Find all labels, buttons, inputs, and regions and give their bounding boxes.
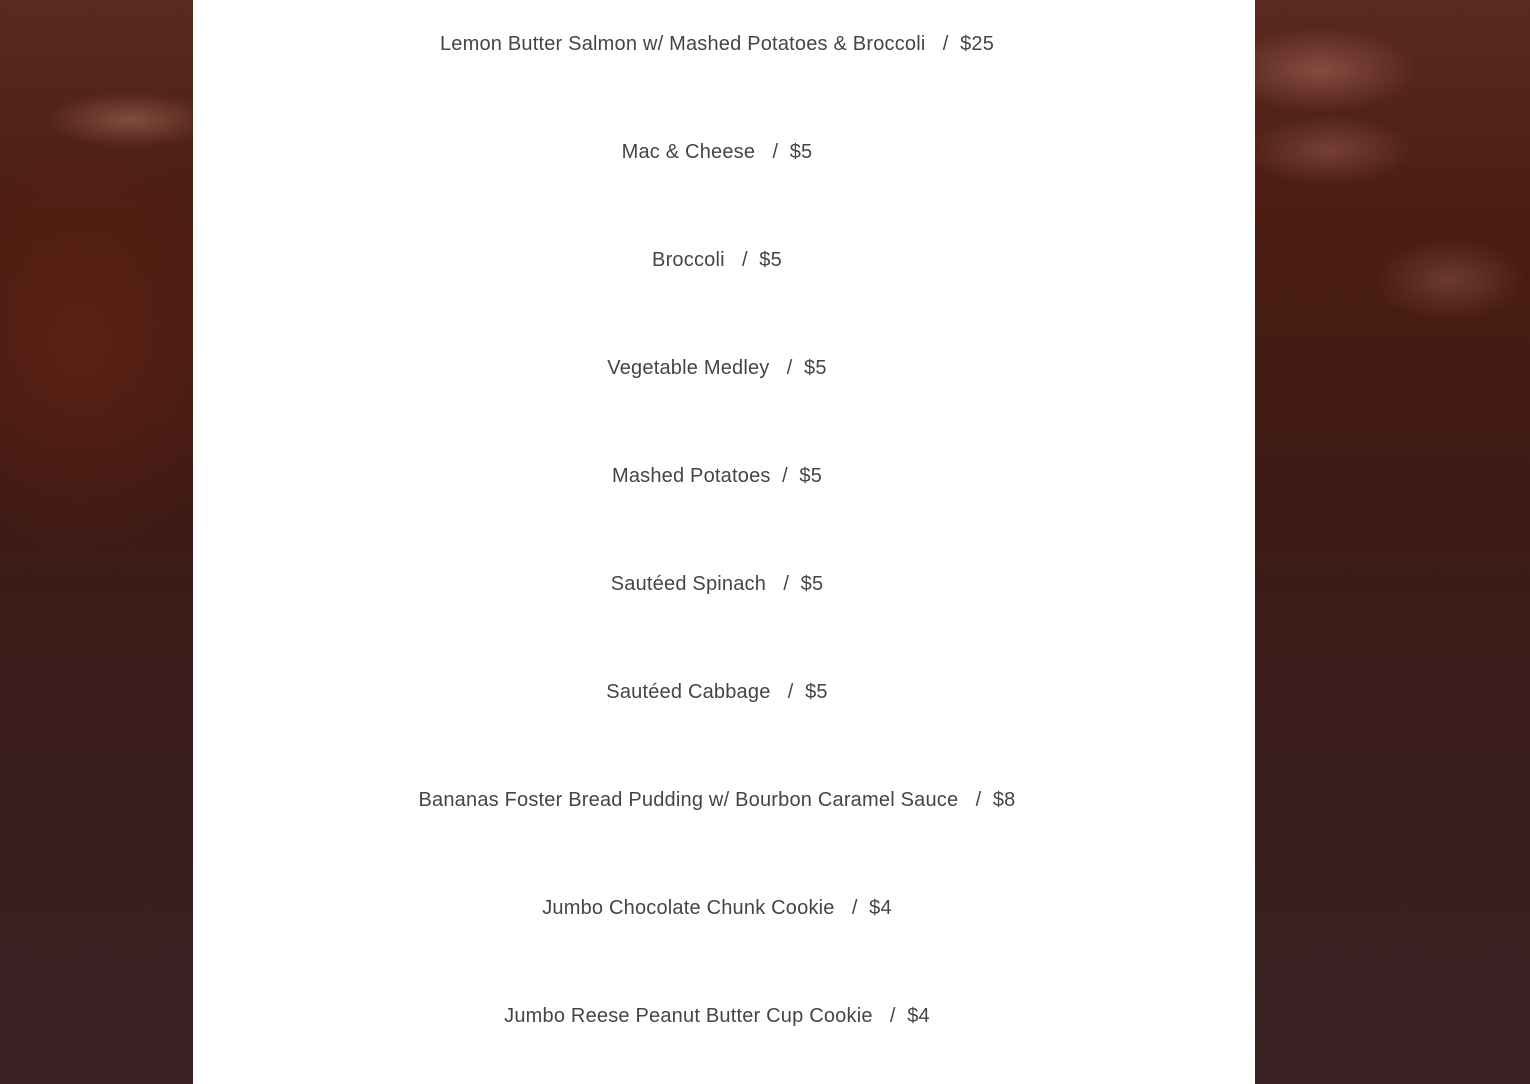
menu-item-broccoli [193, 247, 1255, 355]
menu-list [193, 31, 1255, 1084]
menu-item-text: Mac & Cheese / $5 [621, 141, 813, 163]
menu-item-text: Sautéed Spinach / $5 [610, 573, 824, 595]
menu-item-lemon-butter-salmon [193, 31, 1255, 139]
menu-item-text: Sautéed Cabbage / $5 [606, 681, 828, 703]
menu-item-text: Vegetable Medley / $5 [607, 357, 827, 379]
menu-item-text: Jumbo Chocolate Chunk Cookie / $4 [542, 897, 892, 919]
menu-item-jumbo-reese-cookie [193, 1003, 1255, 1084]
menu-item-mashed-potatoes [193, 463, 1255, 571]
menu-item-text: Bananas Foster Bread Pudding w/ Bourbon Caramel Sauce / $8 [418, 789, 1016, 811]
menu-item-mac-and-cheese [193, 139, 1255, 247]
menu-item-jumbo-chocolate-chunk-cookie [193, 895, 1255, 1003]
menu-item-text: Jumbo Reese Peanut Butter Cup Cookie / $4 [504, 1005, 930, 1027]
menu-item-text: Lemon Butter Salmon w/ Mashed Potatoes & Broccoli / $25 [439, 33, 995, 55]
menu-item-sauteed-spinach [193, 571, 1255, 679]
menu-item-sauteed-cabbage [193, 679, 1255, 787]
menu-panel [193, 0, 1255, 1084]
menu-item-text: Broccoli / $5 [652, 249, 782, 271]
menu-item-vegetable-medley [193, 355, 1255, 463]
menu-item-bananas-foster-bread-pudding [193, 787, 1255, 895]
menu-item-text: Mashed Potatoes / $5 [611, 465, 823, 487]
